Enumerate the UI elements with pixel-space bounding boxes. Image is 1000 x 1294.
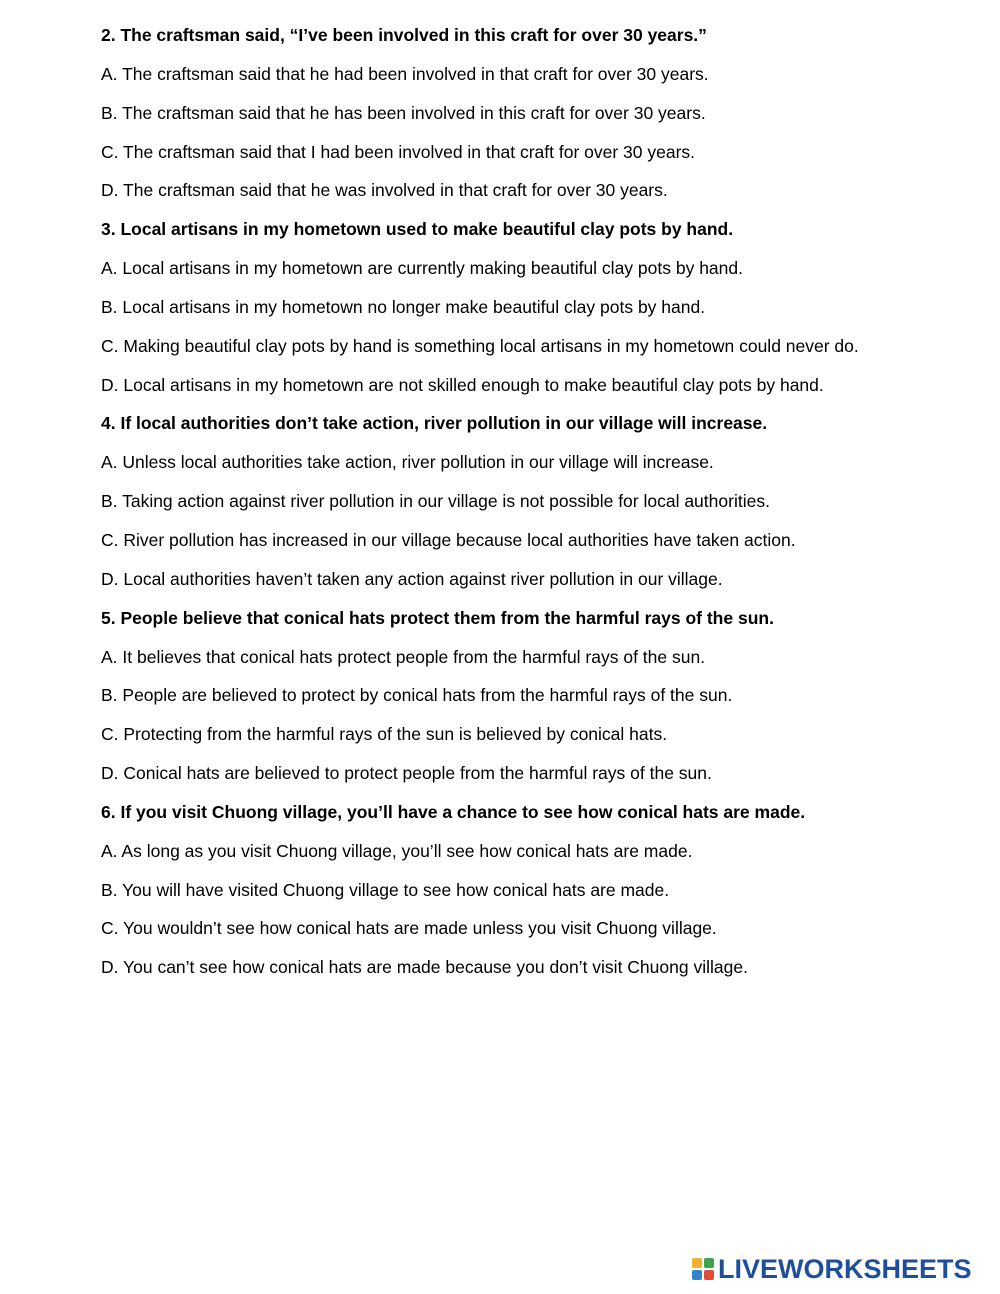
worksheet — [101, 20, 981, 991]
question-2-option-d: D. The craftsman said that he was involved in that craft for over 30 years. — [101, 180, 668, 201]
question-3-prompt: 3. Local artisans in my hometown used to make beautiful clay pots by hand. — [101, 219, 734, 240]
question-3-option-b: B. Local artisans in my hometown no longer make beautiful clay pots by hand. — [101, 296, 706, 317]
question-4-option-b: B. Taking action against river pollution in our village is not possible for local authorities. — [101, 491, 770, 512]
question-3-option-c: C. Making beautiful clay pots by hand is something local artisans in my hometown could never do. — [101, 335, 859, 356]
logo-square-blue — [692, 1270, 702, 1280]
logo-square-red — [704, 1270, 714, 1280]
question-3-option-d: D. Local artisans in my hometown are not skilled enough to make beautiful clay pots by hand. — [101, 374, 824, 395]
question-5-prompt: 5. People believe that conical hats protect them from the harmful rays of the sun. — [101, 607, 774, 628]
question-6-option-d: D. You can’t see how conical hats are made because you don’t visit Chuong village. — [101, 957, 748, 978]
liveworksheets-logo — [692, 1252, 972, 1286]
question-2-option-c: C. The craftsman said that I had been involved in that craft for over 30 years. — [101, 141, 696, 162]
question-4-option-a: A. Unless local authorities take action, river pollution in our village will increase. — [101, 452, 714, 473]
question-5-option-c: C. Protecting from the harmful rays of the sun is believed by conical hats. — [101, 724, 668, 745]
question-6-option-b: B. You will have visited Chuong village to see how conical hats are made. — [101, 879, 670, 900]
logo-square-yellow — [692, 1258, 702, 1268]
question-2-prompt: 2. The craftsman said, “I’ve been involved in this craft for over 30 years.” — [101, 25, 707, 45]
question-5-option-a: A. It believes that conical hats protect people from the harmful rays of the sun. — [101, 646, 706, 667]
question-4-option-d: D. Local authorities haven’t taken any action against river pollution in our village. — [101, 568, 723, 589]
liveworksheets-logo-text: LIVEWORKSHEETS — [718, 1253, 972, 1284]
logo-square-green — [704, 1258, 714, 1268]
liveworksheets-logo-icon — [692, 1258, 714, 1280]
question-4-option-c: C. River pollution has increased in our village because local authorities have taken action. — [101, 529, 796, 550]
question-3-option-a: A. Local artisans in my hometown are currently making beautiful clay pots by hand. — [101, 258, 743, 279]
question-6-prompt: 6. If you visit Chuong village, you’ll have a chance to see how conical hats are made. — [101, 801, 806, 822]
question-2-option-a: A. The craftsman said that he had been involved in that craft for over 30 years. — [101, 63, 709, 84]
question-5-option-d: D. Conical hats are believed to protect people from the harmful rays of the sun. — [101, 763, 712, 784]
question-6-option-c: C. You wouldn’t see how conical hats are made unless you visit Chuong village. — [101, 918, 717, 939]
question-2-option-b: B. The craftsman said that he has been involved in this craft for over 30 years. — [101, 102, 706, 123]
question-5-option-b: B. People are believed to protect by conical hats from the harmful rays of the sun. — [101, 685, 733, 706]
question-4-prompt: 4. If local authorities don’t take action, river pollution in our village will increase. — [101, 413, 768, 434]
question-6-option-a: A. As long as you visit Chuong village, you’ll see how conical hats are made. — [101, 840, 693, 861]
